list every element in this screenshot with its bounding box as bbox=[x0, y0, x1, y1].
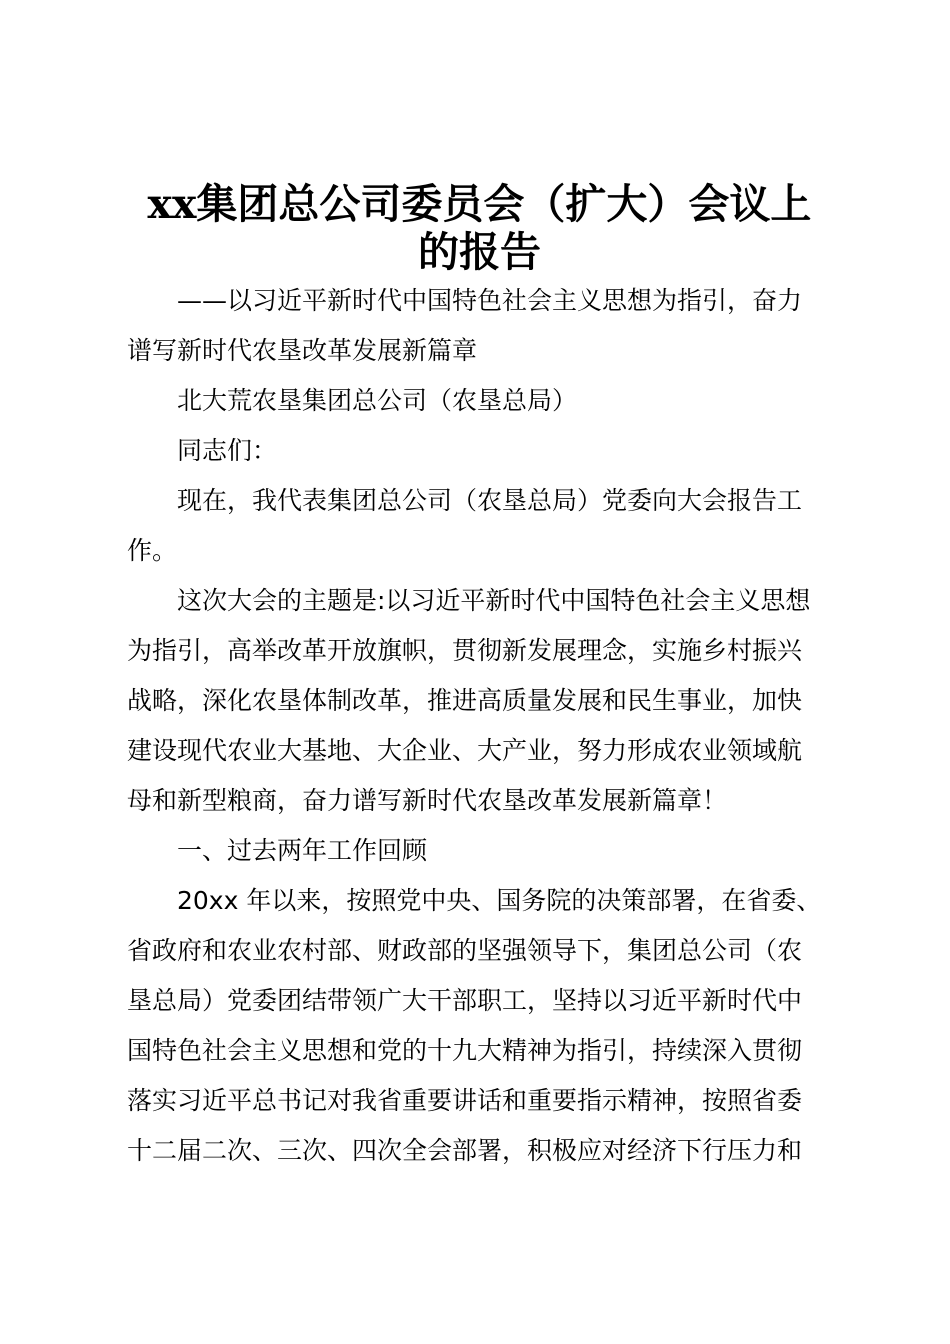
paragraph-line: 作。 bbox=[127, 536, 178, 565]
paragraph-line: 一、过去两年工作回顾 bbox=[177, 836, 428, 865]
paragraph bbox=[127, 826, 832, 876]
paragraph bbox=[127, 476, 832, 576]
paragraph-line: 这次大会的主题是:以习近平新时代中国特色社会主义思想 bbox=[177, 586, 811, 615]
subtitle-line: 谱写新时代农垦改革发展新篇章 bbox=[127, 336, 478, 365]
title-line: 的报告 bbox=[418, 228, 541, 276]
greeting: 同志们： bbox=[177, 436, 278, 465]
document-title bbox=[127, 180, 832, 276]
paragraph-line: 国特色社会主义思想和党的十九大精神为指引，持续深入贯彻 bbox=[127, 1036, 803, 1065]
paragraph-line: 母和新型粮商，奋力谱写新时代农垦改革发展新篇章！ bbox=[127, 786, 728, 815]
paragraph-line: 省政府和农业农村部、财政部的坚强领导下，集团总公司（农 bbox=[127, 936, 803, 965]
subtitle-line: ——以习近平新时代中国特色社会主义思想为指引，奋力 bbox=[177, 286, 803, 315]
paragraph-line: 垦总局）党委团结带领广大干部职工，坚持以习近平新时代中 bbox=[127, 986, 803, 1015]
body-paragraphs bbox=[127, 476, 832, 1176]
title-line: xx集团总公司委员会（扩大）会议上 bbox=[147, 180, 812, 228]
paragraph-line: 为指引，高举改革开放旗帜，贯彻新发展理念，实施乡村振兴 bbox=[127, 636, 803, 665]
organization: 北大荒农垦集团总公司（农垦总局） bbox=[177, 386, 578, 415]
paragraph bbox=[127, 576, 832, 826]
paragraph-line: 十二届二次、三次、四次全会部署，积极应对经济下行压力和 bbox=[127, 1136, 803, 1165]
paragraph-line: 落实习近平总书记对我省重要讲话和重要指示精神，按照省委 bbox=[127, 1086, 803, 1115]
paragraph-line: 现在，我代表集团总公司（农垦总局）党委向大会报告工 bbox=[177, 486, 803, 515]
paragraph-line: 20xx 年以来，按照党中央、国务院的决策部署，在省委、 bbox=[177, 886, 822, 915]
paragraph-line: 建设现代农业大基地、大企业、大产业，努力形成农业领域航 bbox=[127, 736, 803, 765]
document-page bbox=[127, 180, 832, 1176]
paragraph-line: 战略，深化农垦体制改革，推进高质量发展和民生事业，加快 bbox=[127, 686, 803, 715]
paragraph bbox=[127, 876, 832, 1176]
subtitle bbox=[127, 276, 832, 376]
